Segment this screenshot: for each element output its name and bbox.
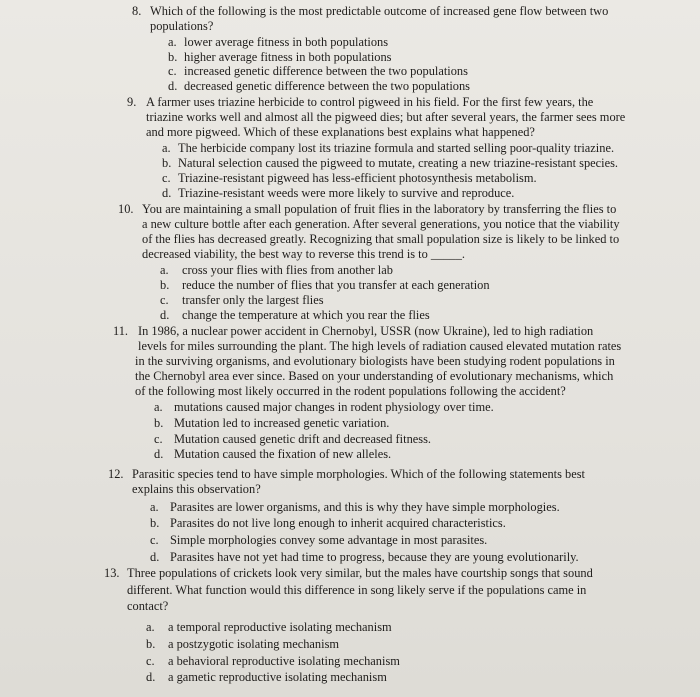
answer-option-c — [162, 171, 537, 185]
question-text-line: different. What function would this difference in song likely serve if the populations came in — [127, 583, 587, 597]
option-text: mutations caused major changes in rodent physiology over time. — [174, 400, 494, 414]
question-text-line: explains this observation? — [132, 482, 261, 496]
option-text: cross your flies with flies from another lab — [182, 263, 393, 277]
answer-option-d — [168, 79, 470, 93]
option-text: Mutation caused the fixation of new alleles. — [174, 447, 392, 461]
option-text: a postzygotic isolating mechanism — [168, 637, 340, 651]
question-text-line: Which of the following is the most predictable outcome of increased gene flow between two — [150, 4, 609, 18]
question-text-line: of the flies has decreased greatly. Recognizing that small population size is likely to be linked to — [142, 232, 620, 246]
question-number: 9. — [127, 95, 137, 109]
option-text: increased genetic difference between the two populations — [184, 64, 468, 78]
answer-option-a — [150, 500, 560, 514]
option-text: transfer only the largest flies — [182, 293, 324, 307]
answer-option-b — [154, 416, 389, 430]
option-letter: b. — [146, 637, 156, 651]
option-letter: a. — [150, 500, 159, 514]
question-text-line: Three populations of crickets look very similar, but the males have courtship songs that sound — [127, 566, 593, 580]
option-text: Parasites do not live long enough to inherit acquired characteristics. — [170, 516, 506, 530]
question-number: 10. — [118, 202, 134, 216]
question-text-line: In 1986, a nuclear power accident in Chernobyl, USSR (now Ukraine), led to high radiation — [138, 324, 594, 338]
answer-option-a — [160, 263, 393, 277]
answer-option-c — [150, 533, 487, 547]
option-text: Simple morphologies convey some advantage in most parasites. — [170, 533, 488, 547]
question-text-line: Parasitic species tend to have simple morphologies. Which of the following statements best — [132, 467, 585, 481]
option-text: The herbicide company lost its triazine formula and started selling poor-quality triazine. — [178, 141, 615, 155]
option-letter: d. — [154, 447, 164, 461]
option-text: a gametic reproductive isolating mechanism — [168, 670, 387, 684]
answer-option-c — [154, 432, 431, 446]
option-letter: a. — [162, 141, 171, 155]
option-text: Parasites have not yet had time to progress, because they are young evolutionarily. — [170, 550, 579, 564]
question-text-line: the Chernobyl area ever since. Based on your understanding of evolutionary mechanisms, which — [135, 369, 614, 383]
option-text: a behavioral reproductive isolating mechanism — [168, 654, 400, 668]
answer-option-d — [146, 670, 387, 684]
answer-option-b — [162, 156, 618, 170]
option-letter: d. — [162, 186, 172, 200]
question-text-line: decreased viability, the best way to reverse this trend is to _____. — [142, 247, 465, 261]
answer-option-a — [146, 620, 392, 634]
answer-option-a — [168, 35, 388, 49]
question-text-line: You are maintaining a small population of fruit flies in the laboratory by transferring the flies to — [142, 202, 617, 216]
question-number: 12. — [108, 467, 124, 481]
answer-option-d — [162, 186, 514, 200]
option-letter: a. — [146, 620, 155, 634]
question-number: 11. — [113, 324, 129, 338]
option-letter: a. — [168, 35, 177, 49]
answer-option-d — [154, 447, 391, 461]
option-text: Triazine-resistant weeds were more likely to survive and reproduce. — [178, 186, 515, 200]
answer-option-b — [160, 278, 490, 292]
option-letter: b. — [168, 50, 178, 64]
answer-option-c — [168, 64, 468, 78]
option-letter: d. — [160, 308, 170, 322]
option-text: Parasites are lower organisms, and this is why they have simple morphologies. — [170, 500, 560, 514]
option-letter: b. — [150, 516, 160, 530]
option-letter: c. — [162, 171, 171, 185]
option-text: decreased genetic difference between the two populations — [184, 79, 471, 93]
option-letter: d. — [150, 550, 160, 564]
answer-option-c — [160, 293, 324, 307]
question-text-line: a new culture bottle after each generation. After several generations, you notice that the viability — [142, 217, 620, 231]
option-text: Triazine-resistant pigweed has less-efficient photosynthesis metabolism. — [178, 171, 537, 185]
option-letter: c. — [160, 293, 169, 307]
option-text: change the temperature at which you rear the flies — [182, 308, 430, 322]
option-letter: b. — [154, 416, 164, 430]
question-text-line: levels for miles surrounding the plant. The high levels of radiation caused elevated mutation rates — [138, 339, 622, 353]
question-text-line: in the surviving organisms, and evolutionary biologists have been studying rodent populations in — [135, 354, 615, 368]
option-letter: a. — [154, 400, 163, 414]
question-text-line: and more pigweed. Which of these explanations best explains what happened? — [146, 125, 535, 139]
answer-option-b — [150, 516, 506, 530]
option-letter: b. — [162, 156, 172, 170]
option-text: Mutation led to increased genetic variation. — [174, 416, 390, 430]
option-text: Natural selection caused the pigweed to mutate, creating a new triazine-resistant species. — [178, 156, 619, 170]
option-letter: c. — [150, 533, 159, 547]
question-text-line: of the following most likely occurred in the rodent populations following the accident? — [135, 384, 566, 398]
option-letter: d. — [146, 670, 156, 684]
answer-option-d — [150, 550, 579, 564]
option-letter: c. — [168, 64, 177, 78]
answer-option-c — [146, 654, 400, 668]
question-text-line: triazine works well and almost all the pigweed dies; but after several years, the farmer sees more — [146, 110, 626, 124]
option-text: reduce the number of flies that you transfer at each generation — [182, 278, 490, 292]
question-text-line: contact? — [127, 599, 169, 613]
option-letter: c. — [146, 654, 155, 668]
option-letter: c. — [154, 432, 163, 446]
answer-option-b — [146, 637, 339, 651]
option-letter: b. — [160, 278, 170, 292]
option-text: Mutation caused genetic drift and decreased fitness. — [174, 432, 432, 446]
question-number: 13. — [104, 566, 120, 580]
option-letter: a. — [160, 263, 169, 277]
option-text: higher average fitness in both populations — [184, 50, 392, 64]
question-number: 8. — [132, 4, 142, 18]
answer-option-d — [160, 308, 430, 322]
option-text: lower average fitness in both populations — [184, 35, 389, 49]
question-text-line: populations? — [150, 19, 214, 33]
option-letter: d. — [168, 79, 178, 93]
answer-option-a — [154, 400, 494, 414]
answer-option-b — [168, 50, 392, 64]
answer-option-a — [162, 141, 614, 155]
option-text: a temporal reproductive isolating mechanism — [168, 620, 392, 634]
question-text-line: A farmer uses triazine herbicide to control pigweed in his field. For the first few years, the — [146, 95, 594, 109]
